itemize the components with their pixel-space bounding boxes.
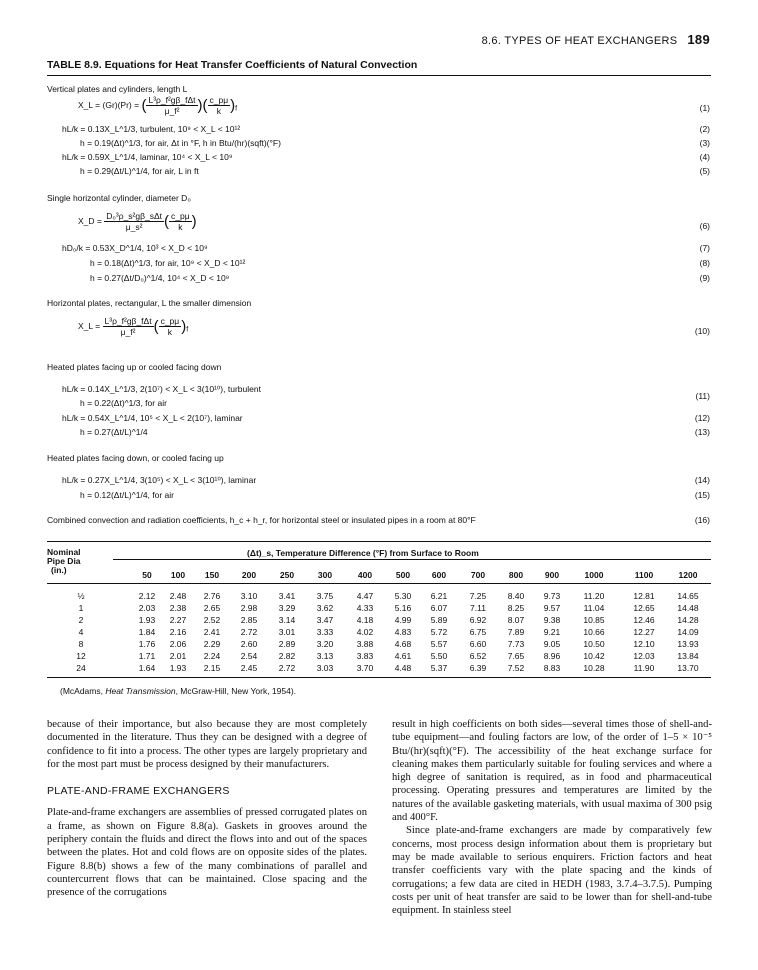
table-cell: 13.70 (677, 663, 699, 673)
eq10-den: μ_f² (120, 327, 136, 337)
eqno-10: (10) (694, 326, 710, 336)
table-cell: 7.11 (470, 603, 486, 613)
table-cell: 14.48 (677, 603, 699, 613)
table-cell: 3.88 (356, 639, 374, 649)
eqno-9: (9) (699, 273, 710, 283)
source-title: Heat Transmission (105, 686, 176, 696)
table-cell: 3.01 (278, 627, 296, 637)
table-cell: 12.27 (633, 627, 655, 637)
column-header: 400 (357, 570, 373, 580)
column-header: 800 (508, 570, 524, 580)
table-cell: 1.84 (138, 627, 156, 637)
eq6-den: μ_s² (125, 222, 143, 232)
table-cell: 2.15 (203, 663, 221, 673)
eq10-num: L³ρ_f²gβ_fΔt (104, 316, 152, 326)
table-cell: 7.89 (507, 627, 525, 637)
table-cell: 4.48 (394, 663, 412, 673)
table-cell: 5.57 (430, 639, 448, 649)
table-cell: 1.71 (138, 651, 156, 661)
running-head-text: 8.6. TYPES OF HEAT EXCHANGERS (481, 35, 678, 47)
data-table-top-rule (47, 541, 711, 542)
table-cell: 14.09 (677, 627, 699, 637)
table-cell: 5.16 (394, 603, 412, 613)
table-cell: 2.65 (203, 603, 221, 613)
eq1-sub: f (235, 104, 238, 113)
table-cell: 10.66 (583, 627, 605, 637)
table-cell: 3.41 (278, 591, 296, 601)
column-header: 200 (241, 570, 257, 580)
eqno-2: (2) (699, 124, 710, 134)
eqno-1: (1) (699, 103, 710, 113)
right-column (392, 718, 712, 917)
table-cell: 3.03 (316, 663, 334, 673)
table-cell: 3.62 (316, 603, 334, 613)
equation-3: h = 0.19(Δt)^1/3, for air, Δt in °F, h in Btu/(hr)(sqft)(°F) (80, 138, 281, 148)
right-paragraph-2: Since plate-and-frame exchangers are made by comparatively few concerns, most process design information about them is proprietary but may be made available to serious enquirers. Friction factors and heat transfer coefficients vary with the plate spacing and the kinds of corrugations; a few data are cited in HEDH (1983, 3.7.4–3.7.5). Pumping costs per unit of heat transfer are said to be lower than for shell-and-tube equipment. In stainless steel (392, 825, 712, 917)
table-cell: 4.61 (394, 651, 412, 661)
table-cell: 3.14 (278, 615, 296, 625)
equation-12: hL/k = 0.54X_L^1/4, 10⁵ < X_L < 2(10⁷), laminar (62, 413, 243, 423)
table-cell: 8.40 (507, 591, 525, 601)
page-number: 189 (687, 32, 710, 47)
equation-10: X_L = $\frac{\text{L³ρ\_f²gβ\_fΔt}}{\text{μ\_f²}}$ ( $\frac{c\_p\mu}{k}$ )$_f$ (78, 316, 189, 337)
table-cell: 2.45 (240, 663, 258, 673)
eqno-3: (3) (699, 138, 710, 148)
pipe-dia-cell: 12 (76, 651, 86, 661)
equation-8: h = 0.18(Δt)^1/3, for air, 10⁹ < X_D < 10¹² (90, 258, 246, 268)
column-header: 1200 (678, 570, 698, 580)
equation-13: h = 0.27(Δt/L)^1/4 (80, 427, 148, 437)
equation-5: h = 0.29(Δt/L)^1/4, for air, L in ft (80, 166, 199, 176)
table-cell: 2.82 (278, 651, 296, 661)
table-cell: 8.07 (507, 615, 525, 625)
eq6-lhs: X_D = (78, 215, 102, 226)
table-cell: 8.96 (543, 651, 561, 661)
equation-11a: hL/k = 0.14X_L^1/3, 2(10⁷) < X_L < 3(10¹⁰), turbulent (62, 384, 261, 394)
equation-14: hL/k = 0.27X_L^1/4, 3(10⁵) < X_L < 3(10¹⁰), laminar (62, 475, 257, 485)
table-cell: 9.05 (543, 639, 561, 649)
eqno-6: (6) (699, 221, 710, 231)
table-cell: 3.70 (356, 663, 374, 673)
table-cell: 2.52 (203, 615, 221, 625)
table-cell: 3.29 (278, 603, 296, 613)
pipe-dia-cell: 2 (78, 615, 84, 625)
eqno-14: (14) (694, 475, 710, 485)
table-cell: 4.83 (394, 627, 412, 637)
section-heading-vertical: Vertical plates and cylinders, length L (47, 84, 188, 94)
equation-4: hL/k = 0.59X_L^1/4, laminar, 10⁴ < X_L < 10⁹ (62, 152, 233, 162)
source-rest: , McGraw-Hill, New York, 1954). (175, 686, 297, 696)
table-cell: 3.33 (316, 627, 334, 637)
right-paragraph-1: result in high coefficients on both sides—several times those of shell-and-tube equipment—and fouling factors are low, of the order of 1–5 × 10⁻⁵ Btu/(hr)(sqft)(°F). The accessibility of the heat exchange surface for cleaning makes them particularly suitable for fouling services and where a high degree of sanitation is required, as in food and pharmaceutical processing. Operating pressures and temperatures are limited by the natures of the available gasketing materials, with usual maxima of 300 psig and 400°F. (392, 719, 712, 824)
table-row (47, 627, 711, 638)
table-title: TABLE 8.9. Equations for Heat Transfer Coefficients of Natural Convection (47, 59, 418, 71)
eq1-cp: c_pμ (209, 95, 229, 105)
table-cell: 13.93 (677, 639, 699, 649)
column-header: 300 (317, 570, 333, 580)
header-bottom-rule (47, 583, 711, 584)
equation-15: h = 0.12(Δt/L)^1/4, for air (80, 490, 175, 500)
column-header: 1000 (584, 570, 604, 580)
section-heading-up: Heated plates facing up or cooled facing down (47, 362, 222, 372)
pipe-dia-cell: 4 (78, 627, 84, 637)
eq6-k: k (178, 222, 183, 232)
equation-9: h = 0.27(Δt/D₀)^1/4, 10⁴ < X_D < 10⁹ (90, 273, 230, 283)
column-header: 100 (170, 570, 186, 580)
table-cell: 2.16 (169, 627, 187, 637)
pipe-dia-header-line-1: Nominal (47, 547, 81, 557)
column-header: 250 (279, 570, 295, 580)
table-cell: 10.42 (583, 651, 605, 661)
table-cell: 9.57 (543, 603, 561, 613)
table-cell: 2.41 (203, 627, 221, 637)
table-cell: 8.83 (543, 663, 561, 673)
table-cell: 6.60 (469, 639, 487, 649)
table-row (47, 615, 711, 626)
column-header: 150 (204, 570, 220, 580)
table-cell: 3.20 (316, 639, 334, 649)
eq10-cp: c_pμ (160, 316, 180, 326)
table-cell: 1.64 (138, 663, 156, 673)
table-cell: 11.20 (583, 591, 605, 601)
eq1-den: μ_f² (164, 106, 180, 116)
table-cell: 2.01 (169, 651, 187, 661)
eqno-8: (8) (699, 258, 710, 268)
table-cell: 2.48 (169, 591, 187, 601)
table-cell: 2.54 (240, 651, 258, 661)
eq10-lhs: X_L = (78, 320, 101, 331)
eq1-lhs: X_L = (Gr)(Pr) = (78, 99, 140, 110)
equation-2: hL/k = 0.13X_L^1/3, turbulent, 10⁹ < X_L < 10¹² (62, 124, 241, 134)
eqno-16: (16) (694, 515, 710, 525)
group-header-rule (113, 559, 711, 560)
left-column (47, 718, 367, 900)
table-cell: 4.18 (356, 615, 374, 625)
eqno-15: (15) (694, 490, 710, 500)
table-cell: 3.47 (316, 615, 334, 625)
table-cell: 5.37 (430, 663, 448, 673)
equation-16: Combined convection and radiation coefficients, h_c + h_r, for horizontal steel or insulated pipes in a room at 80°F (47, 515, 476, 525)
table-source (60, 686, 296, 696)
eq1-k: k (216, 106, 221, 116)
column-header: 50 (142, 570, 152, 580)
table-cell: 10.85 (583, 615, 605, 625)
table-cell: 2.60 (240, 639, 258, 649)
table-cell: 2.29 (203, 639, 221, 649)
section-heading-cylinder: Single horizontal cylinder, diameter D₀ (47, 193, 191, 203)
table-cell: 4.02 (356, 627, 374, 637)
equation-11b: h = 0.22(Δt)^1/3, for air (80, 398, 167, 408)
temperature-group-header: (Δt)_s, Temperature Difference (°F) from Surface to Room (247, 548, 479, 558)
table-cell: 5.89 (430, 615, 448, 625)
pipe-dia-header-line-3: (in.) (51, 565, 67, 575)
table-cell: 11.90 (633, 663, 655, 673)
table-cell: 1.93 (169, 663, 187, 673)
table-cell: 2.03 (138, 603, 156, 613)
column-header: 600 (431, 570, 447, 580)
table-cell: 4.33 (356, 603, 374, 613)
table-cell: 5.72 (430, 627, 448, 637)
table-cell: 2.72 (240, 627, 258, 637)
pipe-dia-cell: 1 (78, 603, 84, 613)
eq1-num: L³ρ_f²gβ_fΔt (148, 95, 196, 105)
eqno-4: (4) (699, 152, 710, 162)
section-heading: PLATE-AND-FRAME EXCHANGERS (47, 785, 230, 798)
table-cell: 11.04 (583, 603, 605, 613)
table-cell: 7.52 (507, 663, 525, 673)
pipe-dia-cell: 24 (76, 663, 86, 673)
table-cell: 6.52 (469, 651, 487, 661)
section-heading-down: Heated plates facing down, or cooled facing up (47, 453, 224, 463)
table-cell: 2.06 (169, 639, 187, 649)
table-cell: 9.73 (543, 591, 561, 601)
table-cell: 2.85 (240, 615, 258, 625)
equation-7: hD₀/k = 0.53X_D^1/4, 10³ < X_D < 10⁹ (62, 243, 208, 253)
left-paragraph-1: because of their importance, but also because they are most completely documented in the literature. Thus they can be designed with a degree of confidence to fit into a process. The other types are largely proprietary and for the most part must be process designed by their manufacturers. (47, 719, 367, 770)
data-table-bottom-rule (47, 677, 711, 678)
source-author: (McAdams, (60, 686, 106, 696)
running-head (482, 32, 710, 47)
table-cell: 3.75 (316, 591, 334, 601)
table-cell: 4.68 (394, 639, 412, 649)
pipe-dia-header-line-2: Pipe Dia (47, 556, 81, 566)
table-cell: 4.47 (356, 591, 374, 601)
table-top-rule (47, 75, 711, 76)
table-cell: 7.73 (507, 639, 525, 649)
table-row (47, 663, 711, 674)
column-header: 500 (395, 570, 411, 580)
table-cell: 1.76 (138, 639, 156, 649)
table-row (47, 603, 711, 614)
table-cell: 2.12 (138, 591, 156, 601)
eqno-12: (12) (694, 413, 710, 423)
eqno-11: (11) (695, 391, 710, 401)
table-cell: 10.50 (583, 639, 605, 649)
column-header: 900 (544, 570, 560, 580)
table-cell: 14.65 (677, 591, 699, 601)
eq10-sub: f (186, 325, 189, 334)
table-cell: 12.10 (633, 639, 655, 649)
table-cell: 12.46 (633, 615, 655, 625)
equation-6: X_D = $\frac{\text{D₀³ρ\_s²gβ\_sΔt}}{\text{μ\_s²}}$ ( $\frac{c\_p\mu}{k}$ ) (78, 211, 197, 232)
table-row (47, 591, 711, 602)
pipe-dia-header (47, 548, 81, 575)
table-cell: 6.92 (469, 615, 487, 625)
table-cell: 3.10 (240, 591, 258, 601)
eq6-num: D₀³ρ_s²gβ_sΔt (106, 211, 163, 221)
table-cell: 4.99 (394, 615, 412, 625)
table-cell: 3.83 (356, 651, 374, 661)
table-cell: 9.21 (543, 627, 561, 637)
table-cell: 10.28 (583, 663, 605, 673)
table-cell: 2.98 (240, 603, 258, 613)
eq10-k: k (167, 327, 172, 337)
table-cell: 6.07 (430, 603, 448, 613)
table-cell: 13.84 (677, 651, 699, 661)
section-heading-horizontal-plates: Horizontal plates, rectangular, L the smaller dimension (47, 298, 252, 308)
table-cell: 2.72 (278, 663, 296, 673)
table-cell: 2.89 (278, 639, 296, 649)
table-cell: 6.75 (469, 627, 487, 637)
table-cell: 9.38 (543, 615, 561, 625)
table-cell: 12.03 (633, 651, 655, 661)
column-header: 1100 (634, 570, 654, 580)
table-cell: 5.30 (394, 591, 412, 601)
table-cell: 1.93 (138, 615, 156, 625)
table-cell: 7.25 (469, 591, 487, 601)
column-header: 700 (470, 570, 486, 580)
table-cell: 2.24 (203, 651, 221, 661)
table-cell: 8.25 (507, 603, 525, 613)
eq6-cp: c_pμ (171, 211, 190, 221)
table-cell: 12.81 (633, 591, 655, 601)
table-cell: 2.38 (169, 603, 187, 613)
table-cell: 2.27 (169, 615, 187, 625)
table-cell: 7.65 (507, 651, 525, 661)
equation-1: X_L = (Gr)(Pr) = ( $\frac{\text{L³ρ\_f²gβ\_fΔt}}{\text{μ\_f²}}$ )( $\frac{c\_p\mu}{k}$ )$_f$ (78, 95, 238, 116)
table-row (47, 651, 711, 662)
table-cell: 6.39 (469, 663, 487, 673)
table-cell: 2.76 (203, 591, 221, 601)
pipe-dia-cell: ½ (77, 591, 85, 601)
table-row (47, 639, 711, 650)
table-cell: 5.50 (430, 651, 448, 661)
eqno-13: (13) (694, 427, 710, 437)
pipe-dia-cell: 8 (78, 639, 84, 649)
table-cell: 12.65 (633, 603, 655, 613)
left-paragraph-2: Plate-and-frame exchangers are assemblies of pressed corrugated plates on a frame, as shown on Figure 8.8(a). Gaskets in grooves around the periphery contain the fluids and direct the flows into and out of the spaces between the plates. Hot and cold flows are on opposite sides of the plates. Figure 8.8(b) shows a few of the many combinations of parallel and countercurrent flows that can be maintained. Close spacing and the presence of the corrugations (47, 807, 367, 899)
eqno-7: (7) (699, 243, 710, 253)
table-cell: 3.13 (316, 651, 334, 661)
table-cell: 6.21 (430, 591, 448, 601)
table-cell: 14.28 (677, 615, 699, 625)
eqno-5: (5) (699, 166, 710, 176)
